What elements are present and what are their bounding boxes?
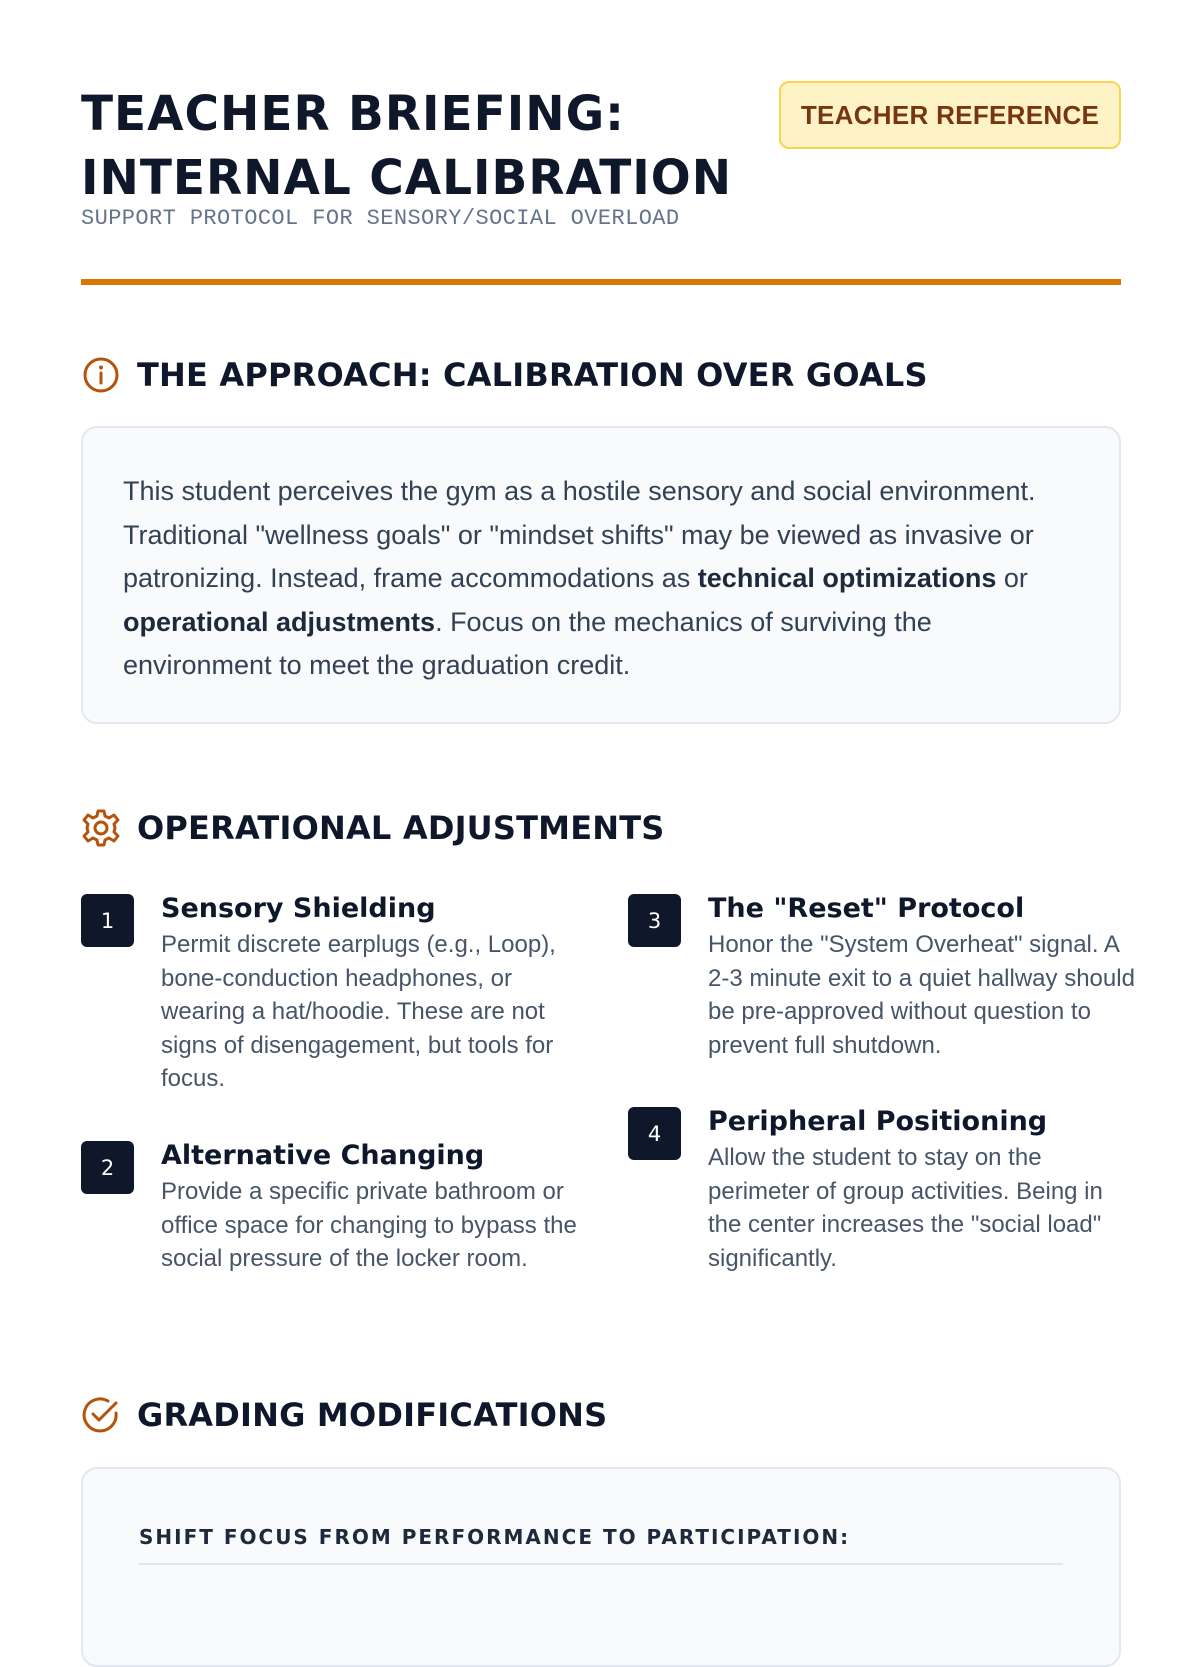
- item-title: Sensory Shielding: [161, 893, 436, 924]
- approach-callout: [81, 426, 1121, 724]
- adjustments-section-header: [81, 808, 665, 848]
- page-title-line2: INTERNAL CALIBRATION: [81, 150, 733, 207]
- approach-text-2: or: [996, 563, 1028, 593]
- approach-bold-2: operational adjustments: [123, 606, 436, 637]
- adjustments-heading: OPERATIONAL ADJUSTMENTS: [137, 809, 665, 847]
- grading-heading: GRADING MODIFICATIONS: [137, 1396, 608, 1434]
- item-number-badge: 4: [628, 1107, 681, 1160]
- item-title: Peripheral Positioning: [708, 1106, 1048, 1137]
- item-description: Provide a specific private bathroom or office space for changing to bypass the social pressure of the locker room.: [161, 1178, 577, 1272]
- grading-card: [81, 1467, 1121, 1667]
- item-body: [708, 892, 1138, 1062]
- info-icon: [81, 355, 121, 395]
- item-description: Allow the student to stay on the perimeter of group activities. Being in the center increases the "social load" significantly.: [708, 1144, 1103, 1272]
- page-title: [81, 82, 732, 211]
- page-subtitle: SUPPORT PROTOCOL FOR SENSORY/SOCIAL OVERLOAD: [81, 206, 680, 231]
- item-title: The "Reset" Protocol: [708, 893, 1025, 924]
- page-title-line1: TEACHER BRIEFING:: [81, 86, 625, 143]
- item-description: Permit discrete earplugs (e.g., Loop), bone-conduction headphones, or wearing a hat/hoodie. These are not signs of disengagement, but tools for focus.: [161, 931, 556, 1092]
- item-body: [161, 1139, 591, 1276]
- approach-section-header: [81, 355, 928, 395]
- page: [81, 0, 1135, 1549]
- teacher-reference-badge: TEACHER REFERENCE: [779, 81, 1121, 149]
- approach-heading: THE APPROACH: CALIBRATION OVER GOALS: [137, 356, 928, 394]
- header-divider: [81, 279, 1121, 285]
- approach-text-3: . Focus on the mechanics of surviving the environment to meet the graduation credit.: [123, 606, 932, 680]
- adjustments-list: [81, 892, 1135, 1322]
- item-number-badge: 2: [81, 1141, 134, 1194]
- item-body: [161, 892, 591, 1096]
- item-number-badge: 1: [81, 894, 134, 947]
- grading-focus-label: SHIFT FOCUS FROM PERFORMANCE TO PARTICIPATION:: [139, 1525, 1063, 1565]
- approach-text-1: This student perceives the gym as a hostile sensory and social environment. Traditional "wellness goals" or "mindset shifts" may be viewed as invasive or patronizing. Instead, frame accommodations as: [123, 476, 1036, 593]
- header: [81, 0, 1121, 286]
- item-title: Alternative Changing: [161, 1140, 485, 1171]
- check-circle-icon: [81, 1395, 121, 1435]
- approach-bold-1: technical optimizations: [697, 563, 997, 593]
- item-description: Honor the "System Overheat" signal. A 2-3 minute exit to a quiet hallway should be pre-approved without question to prevent full shutdown.: [708, 931, 1135, 1059]
- grading-section-header: [81, 1395, 607, 1435]
- item-body: [708, 1105, 1138, 1275]
- gear-icon: [81, 808, 121, 848]
- item-number-badge: 3: [628, 894, 681, 947]
